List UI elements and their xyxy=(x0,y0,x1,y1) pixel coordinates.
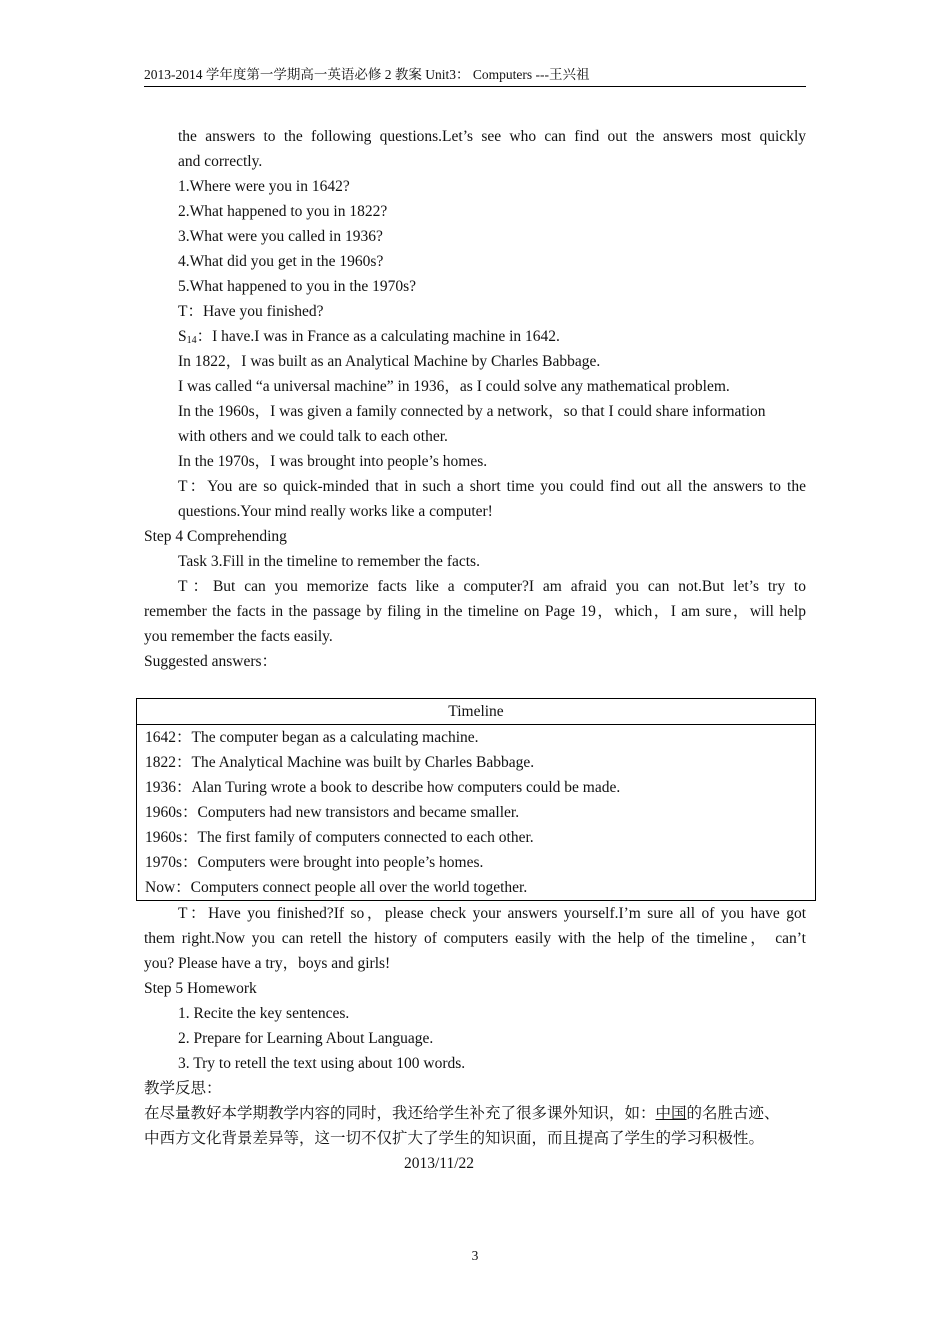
reflection-part: 的名胜古迹、 xyxy=(686,1105,780,1122)
question-item: 1.Where were you in 1642? xyxy=(178,178,350,195)
reflection-part: 在尽量教好本学期教学内容的同时，我还给学生补充了很多课外知识，如： xyxy=(144,1105,656,1122)
timeline-title: Timeline xyxy=(137,699,816,725)
homework-item: 1. Recite the key sentences. xyxy=(178,1005,350,1022)
task-line: Task 3.Fill in the timeline to remember the facts. xyxy=(178,553,480,570)
teacher-line: you remember the facts easily. xyxy=(144,628,333,645)
student-line xyxy=(144,324,806,349)
question-item: 2.What happened to you in 1822? xyxy=(178,203,388,220)
answer-line: In the 1970s，I was brought into people’s homes. xyxy=(178,453,488,470)
reflection-text: 中西方文化背景差异等，这一切不仅扩大了学生的知识面，而且提高了学生的学习积极性。 xyxy=(144,1130,765,1147)
reflection-title: 教学反思： xyxy=(144,1080,222,1097)
answer-line: with others and we could talk to each other. xyxy=(178,428,448,445)
page-header: 2013-2014 学年度第一学期高一英语必修 2 教案 Unit3： Computers ---王兴祖 xyxy=(144,66,806,87)
timeline-row: 1970s：Computers were brought into people’s homes. xyxy=(137,850,816,875)
timeline-row: 1936：Alan Turing wrote a book to describe how computers could be made. xyxy=(137,775,816,800)
teacher-line: T：But can you memorize facts like a computer?I am afraid you can not.But let’s try to xyxy=(178,578,806,595)
timeline-table xyxy=(136,698,816,901)
answer-line: In the 1960s，I was given a family connected by a network，so that I could share information xyxy=(178,403,766,420)
teacher-line: T：Have you finished? xyxy=(178,303,324,320)
suggested-label: Suggested answers： xyxy=(144,653,278,670)
step-heading: Step 4 Comprehending xyxy=(144,528,287,545)
homework-item: 2. Prepare for Learning About Language. xyxy=(178,1030,434,1047)
student-number: 14 xyxy=(186,335,197,346)
timeline-row: 1822：The Analytical Machine was built by Charles Babbage. xyxy=(137,750,816,775)
intro-line: and correctly. xyxy=(178,153,263,170)
timeline-row: 1642：The computer began as a calculating machine. xyxy=(137,725,816,751)
reflection-text xyxy=(144,1101,806,1126)
page-number: 3 xyxy=(471,1248,479,1263)
reflection-underlined: 中国 xyxy=(655,1105,687,1122)
teacher-line: them right.Now you can retell the history of computers easily with the help of the timeline， can’t xyxy=(144,930,806,947)
answer-line: I was called “a universal machine” in 1936，as I could solve any mathematical problem. xyxy=(178,378,730,395)
page-content xyxy=(144,124,806,1176)
timeline-row: 1960s：The first family of computers connected to each other. xyxy=(137,825,816,850)
question-item: 4.What did you get in the 1960s? xyxy=(178,253,384,270)
question-item: 5.What happened to you in the 1970s? xyxy=(178,278,417,295)
step-heading: Step 5 Homework xyxy=(144,980,257,997)
student-label: S xyxy=(178,328,187,345)
homework-item: 3. Try to retell the text using about 100 words. xyxy=(178,1055,466,1072)
teacher-line: questions.Your mind really works like a computer! xyxy=(178,503,493,520)
question-item: 3.What were you called in 1936? xyxy=(178,228,383,245)
date: 2013/11/22 xyxy=(404,1155,475,1172)
teacher-line: you? Please have a try，boys and girls! xyxy=(144,955,391,972)
timeline-row: 1960s：Computers had new transistors and became smaller. xyxy=(137,800,816,825)
intro-line: the answers to the following questions.Let’s see who can find out the answers most quickly xyxy=(178,128,806,145)
timeline-row: Now：Computers connect people all over the world together. xyxy=(137,875,816,901)
teacher-line: T：You are so quick-minded that in such a short time you could find out all the answers to the xyxy=(178,478,806,495)
student-text: ：I have.I was in France as a calculating machine in 1642. xyxy=(196,328,560,345)
answer-line: In 1822，I was built as an Analytical Machine by Charles Babbage. xyxy=(178,353,601,370)
teacher-line: T：Have you finished?If so，please check your answers yourself.I’m sure all of you have got xyxy=(178,905,806,922)
teacher-line: remember the facts in the passage by filing in the timeline on Page 19，which，I am sure，will help xyxy=(144,603,806,620)
